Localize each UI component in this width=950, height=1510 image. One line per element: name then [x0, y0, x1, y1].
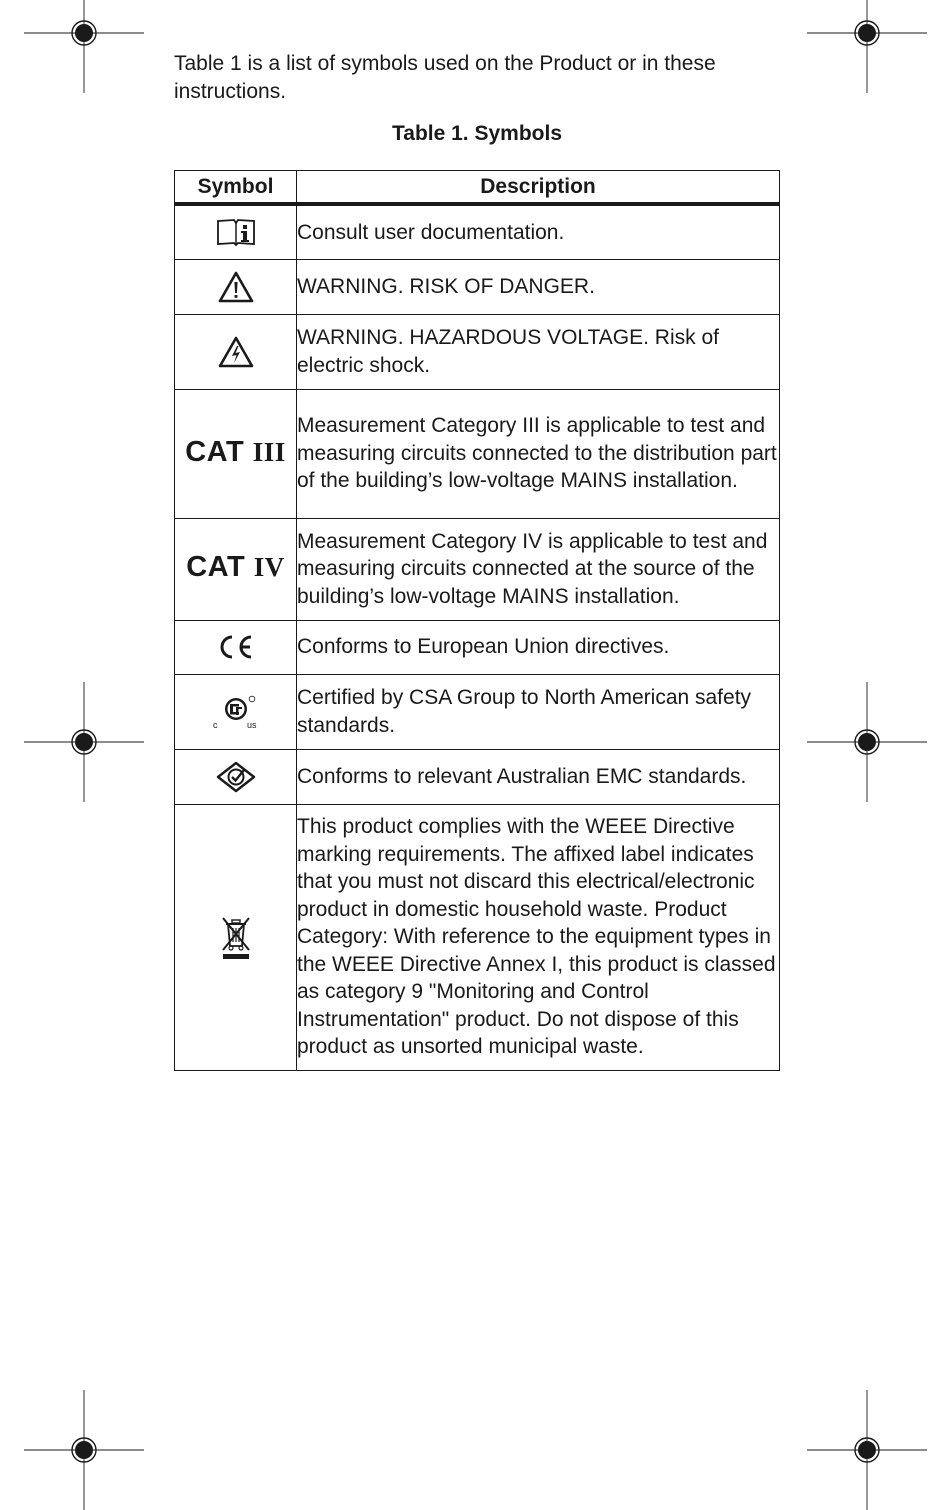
table-row: [175, 749, 780, 804]
table-header-row: [175, 171, 780, 205]
description-column-header: Description: [297, 171, 780, 205]
csa-us-label: us: [246, 719, 257, 729]
symbols-table: [174, 170, 780, 1071]
table-row: [175, 389, 780, 518]
ce-mark-icon: [175, 633, 296, 661]
symbol-cell: [175, 620, 297, 674]
cat-label: CAT: [185, 435, 245, 468]
description-cell: This product complies with the WEEE Directive marking requirements. The affixed label indicates that you must not discard this electrical/electronic product in domestic household waste. Product Category: With reference to the equipment types in the WEEE Directive Annex I, this product is classed as category 9 "Monitoring and Control Instrumentation" product. Do not dispose of this product as unsorted municipal waste.: [297, 804, 780, 1070]
hazardous-voltage-icon: [175, 336, 296, 368]
symbol-cell: [175, 204, 297, 259]
table-row: [175, 518, 780, 620]
cat-iv-mark: [186, 551, 285, 583]
table-row: [175, 259, 780, 314]
description-cell: WARNING. HAZARDOUS VOLTAGE. Risk of electric shock.: [297, 314, 780, 389]
description-cell: Conforms to European Union directives.: [297, 620, 780, 674]
symbol-column-header: Symbol: [175, 171, 297, 205]
table-row: [175, 204, 780, 259]
description-cell: Certified by CSA Group to North American safety standards.: [297, 674, 780, 749]
csa-c-label: c: [212, 719, 217, 729]
symbol-cell: [175, 389, 297, 518]
consult-documentation-icon: [175, 217, 296, 247]
registration-mark-top-left: [24, 0, 144, 93]
table-row: [175, 804, 780, 1070]
description-cell: Conforms to relevant Australian EMC standards.: [297, 749, 780, 804]
csa-mark-icon: [175, 695, 296, 729]
description-cell: Measurement Category III is applicable to test and measuring circuits connected to the distribution part of the building’s low-voltage MAINS installation.: [297, 389, 780, 518]
registration-mark-bottom-left: [24, 1390, 144, 1510]
warning-triangle-icon: [175, 271, 296, 303]
table-row: [175, 674, 780, 749]
table-title: Table 1. Symbols: [392, 122, 562, 145]
table-row: [175, 314, 780, 389]
cat-iii-mark: [185, 436, 286, 468]
description-cell: Measurement Category IV is applicable to test and measuring circuits connected at the source of the building’s low-voltage MAINS installation.: [297, 518, 780, 620]
table-row: [175, 620, 780, 674]
weee-bin-icon: [175, 914, 296, 960]
cat-roman-numeral: IV: [253, 552, 285, 583]
rcm-mark-icon: [175, 761, 296, 793]
description-cell: Consult user documentation.: [297, 204, 780, 259]
cat-label: CAT: [186, 551, 246, 584]
registration-mark-bottom-right: [807, 1390, 927, 1510]
symbol-cell: [175, 804, 297, 1070]
cat-roman-numeral: III: [252, 436, 286, 467]
registration-mark-middle-right: [807, 682, 927, 802]
registration-mark-middle-left: [24, 682, 144, 802]
intro-paragraph: Table 1 is a list of symbols used on the Product or in these instructions.: [174, 52, 716, 103]
description-cell: WARNING. RISK OF DANGER.: [297, 259, 780, 314]
symbol-cell: [175, 518, 297, 620]
symbol-cell: [175, 259, 297, 314]
registration-mark-top-right: [807, 0, 927, 93]
symbol-cell: [175, 674, 297, 749]
symbol-cell: [175, 314, 297, 389]
symbol-cell: [175, 749, 297, 804]
